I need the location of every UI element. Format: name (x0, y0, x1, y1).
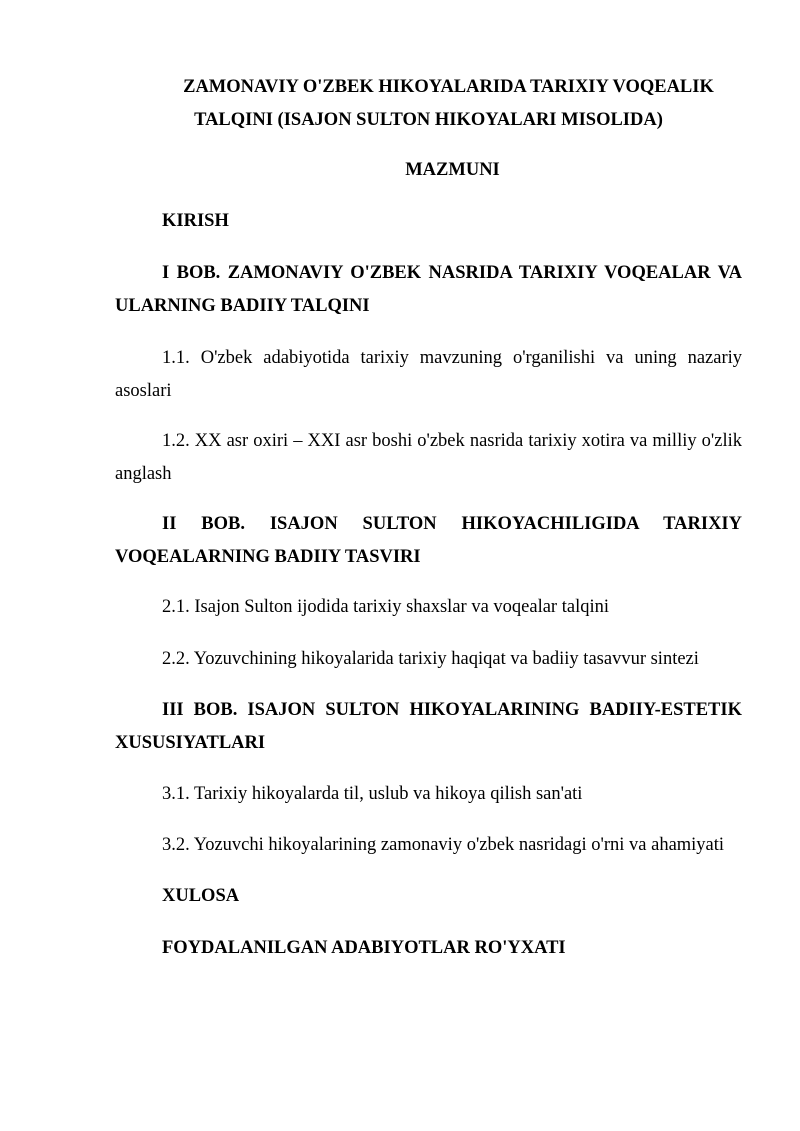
toc-entry-references: FOYDALANILGAN ADABIYOTLAR RO'YXATI (162, 938, 566, 958)
toc-entry-introduction: KIRISH (162, 211, 229, 231)
toc-entry-section-1-2: 1.2. XX asr oxiri – XXI asr boshi o'zbek nasrida tarixiy xotira va milliy o'zlik anglash (115, 431, 742, 484)
toc-entry-section-2-1: 2.1. Isajon Sulton ijodida tarixiy shaxslar va voqealar talqini (162, 597, 609, 617)
title-line-2: TALQINI (ISAJON SULTON HIKOYALARI MISOLIDA) (194, 110, 663, 130)
toc-entry-section-1-1: 1.1. O'zbek adabiyotida tarixiy mavzuning o'rganilishi va uning nazariy asoslari (115, 348, 742, 401)
toc-entry-section-2-2: 2.2. Yozuvchining hikoyalarida tarixiy haqiqat va badiiy tasavvur sintezi (162, 649, 699, 669)
toc-entry-section-3-2: 3.2. Yozuvchi hikoyalarining zamonaviy o'zbek nasridagi o'rni va ahamiyati (162, 835, 725, 855)
toc-entry-chapter-2: II BOB. ISAJON SULTON HIKOYACHILIGIDA TARIXIY VOQEALARNING BADIIY TASVIRI (115, 514, 742, 567)
toc-entry-section-3-1: 3.1. Tarixiy hikoyalarda til, uslub va hikoya qilish san'ati (162, 784, 583, 804)
toc-entry-conclusion: XULOSA (162, 886, 240, 906)
contents-heading: MAZMUNI (405, 160, 500, 180)
toc-entry-chapter-1: I BOB. ZAMONAVIY O'ZBEK NASRIDA TARIXIY VOQEALAR VA ULARNING BADIIY TALQINI (115, 263, 742, 316)
toc-entry-chapter-3: III BOB. ISAJON SULTON HIKOYALARINING BADIIY-ESTETIK XUSUSIYATLARI (115, 700, 742, 753)
document-title (115, 71, 742, 137)
title-line-1: ZAMONAVIY O'ZBEK HIKOYALARIDA TARIXIY VOQEALIK (183, 77, 714, 97)
